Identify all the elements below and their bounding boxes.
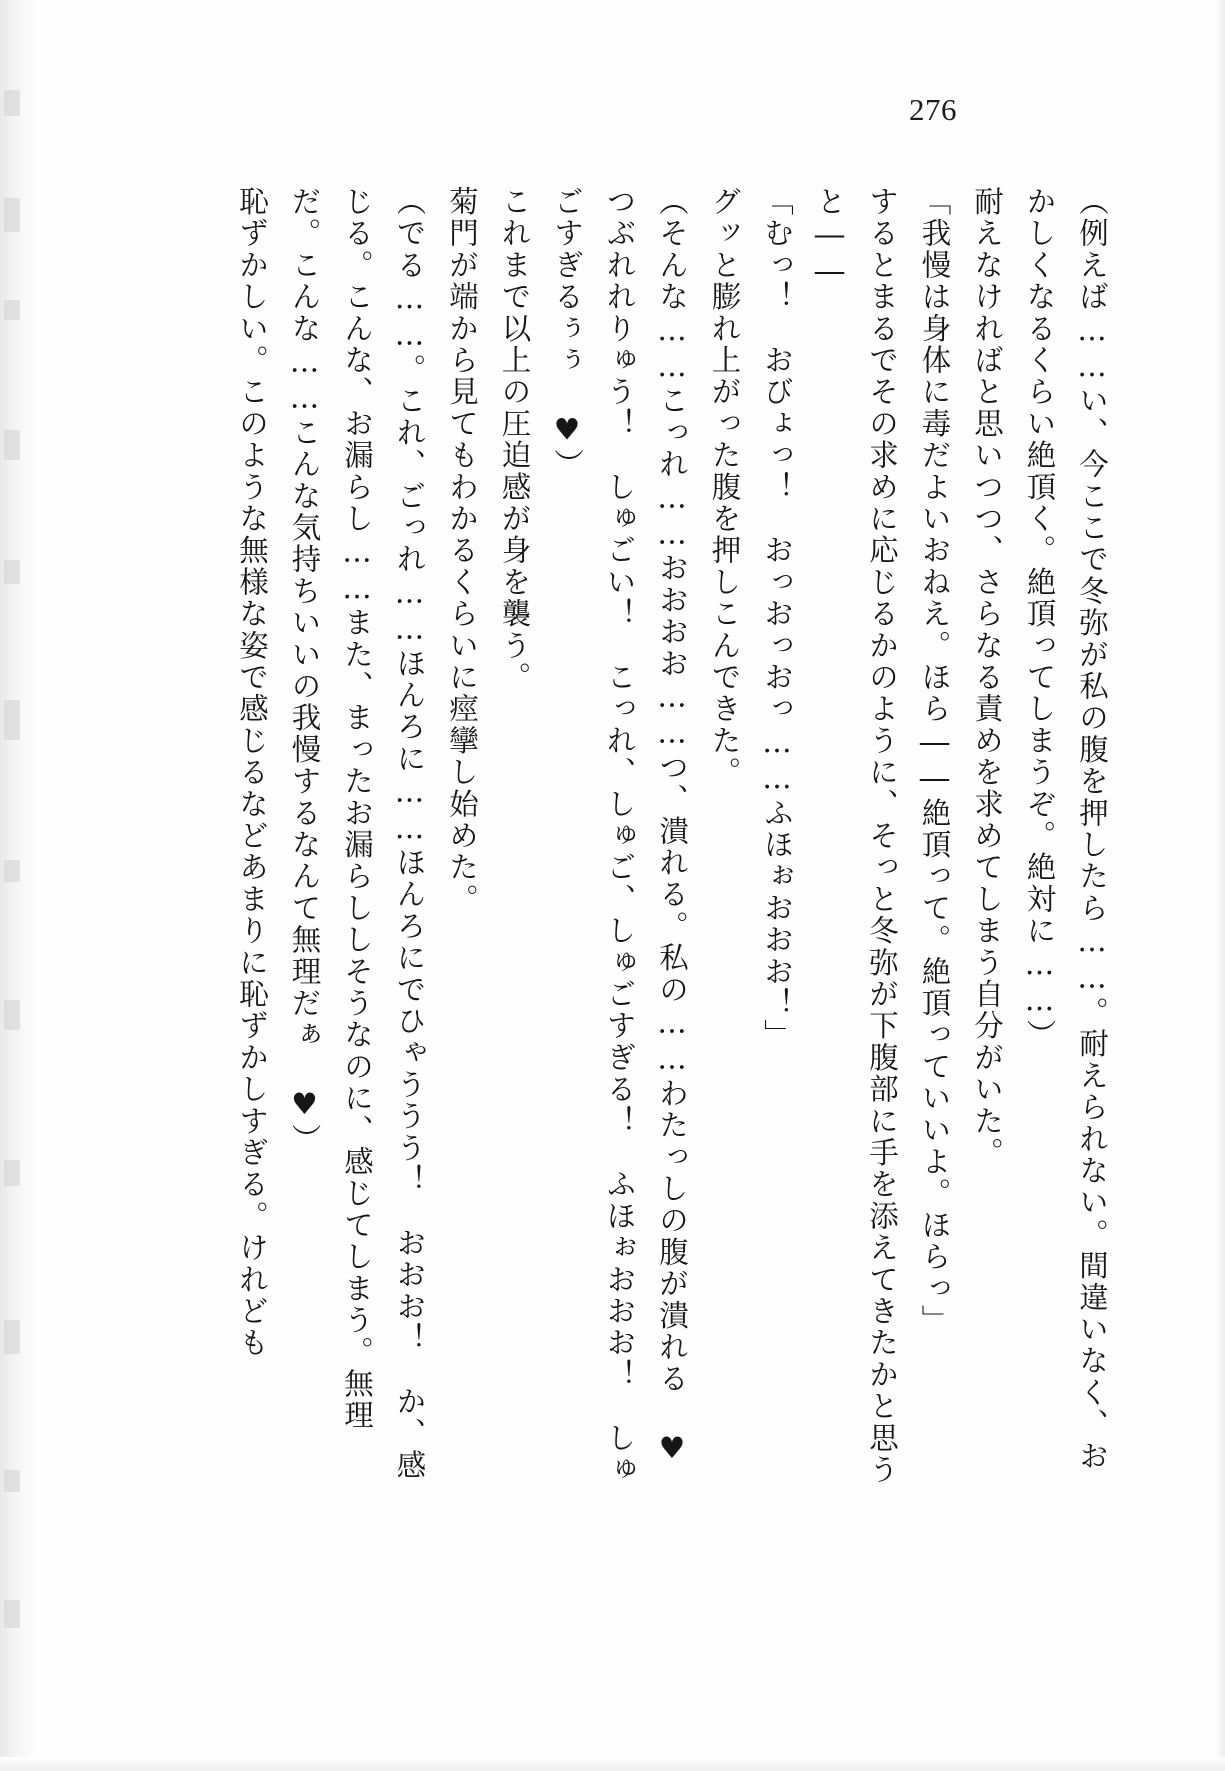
paragraph: 耐えなければと思いつつ、さらなる責めを求めてしまう自分がいた。 bbox=[970, 186, 1004, 1169]
paragraph: 菊門が端から見てもわかるくらいに痙攣し始めた。 bbox=[445, 186, 479, 916]
page-bottom-edge bbox=[0, 1757, 1225, 1771]
page-body-text bbox=[118, 186, 1118, 1500]
scan-edge-artifact bbox=[4, 700, 20, 740]
paragraph: グッと膨れ上がった腹を押しこんできた。 bbox=[707, 186, 742, 789]
scan-edge-artifact bbox=[4, 1160, 20, 1186]
page-right-edge bbox=[1215, 0, 1225, 1771]
scan-edge-artifact bbox=[4, 560, 20, 584]
page-number: 276 bbox=[909, 92, 957, 127]
scan-edge-artifact bbox=[4, 430, 20, 460]
scan-edge-artifact bbox=[4, 300, 20, 320]
scan-edge-artifact bbox=[4, 1470, 20, 1492]
paragraph: 「我慢は身体に毒だよいおねえ。ほら――絶頂って。絶頂っていいよ。ほらっ」 bbox=[917, 186, 952, 1337]
scan-edge-artifact bbox=[4, 198, 20, 232]
paragraph: これまで以上の圧迫感が身を襲う。 bbox=[497, 186, 532, 694]
scan-edge-artifact bbox=[4, 1600, 20, 1628]
paragraph: （例えば……い、今ここで冬弥が私の腹を押したら……。耐えられない。間違いなく、おかしくなるくらい絶頂く。絶頂ってしまうぞ。絶対に……） bbox=[1022, 186, 1109, 1472]
paragraph: 恥ずかしい。このような無様な姿で感じるなどあまりに恥ずかしすぎる。けれども bbox=[235, 186, 269, 1359]
paragraph: （そんな……こっれ……おおおお……つ、潰れる。私の……わたっしの腹が潰れる ♥ つぶれれりゅう！ しゅごい！ こっれ、しゅご、しゅごすぎる！ ふほぉおおお！ しゅごすぎるぅぅ ♥） bbox=[550, 186, 689, 1500]
paragraph: 「むっ！ おびょっ！ おっおっおっ……ふほぉおおお！」 bbox=[760, 186, 794, 1051]
scan-edge-artifact bbox=[4, 1000, 20, 1030]
scan-edge-artifact bbox=[4, 90, 20, 116]
paragraph: するとまるでその求めに応じるかのように、そっと冬弥が下腹部に手を添えてきたかと思うと―― bbox=[812, 186, 899, 1486]
page-gutter-shading bbox=[0, 0, 42, 1771]
paragraph: （でる……。これ、ごっれ……ほんろに……ほんろにでひゃううう！ おおお！ か、感じる。こんな、お漏らし……また、まったお漏らししそうなのに、感じてしまう。無理だ。こんな……こんな気持ちいいの我慢するなんて無理だぁ ♥） bbox=[287, 186, 427, 1481]
scan-edge-artifact bbox=[4, 860, 20, 882]
scan-edge-artifact bbox=[4, 1320, 20, 1354]
